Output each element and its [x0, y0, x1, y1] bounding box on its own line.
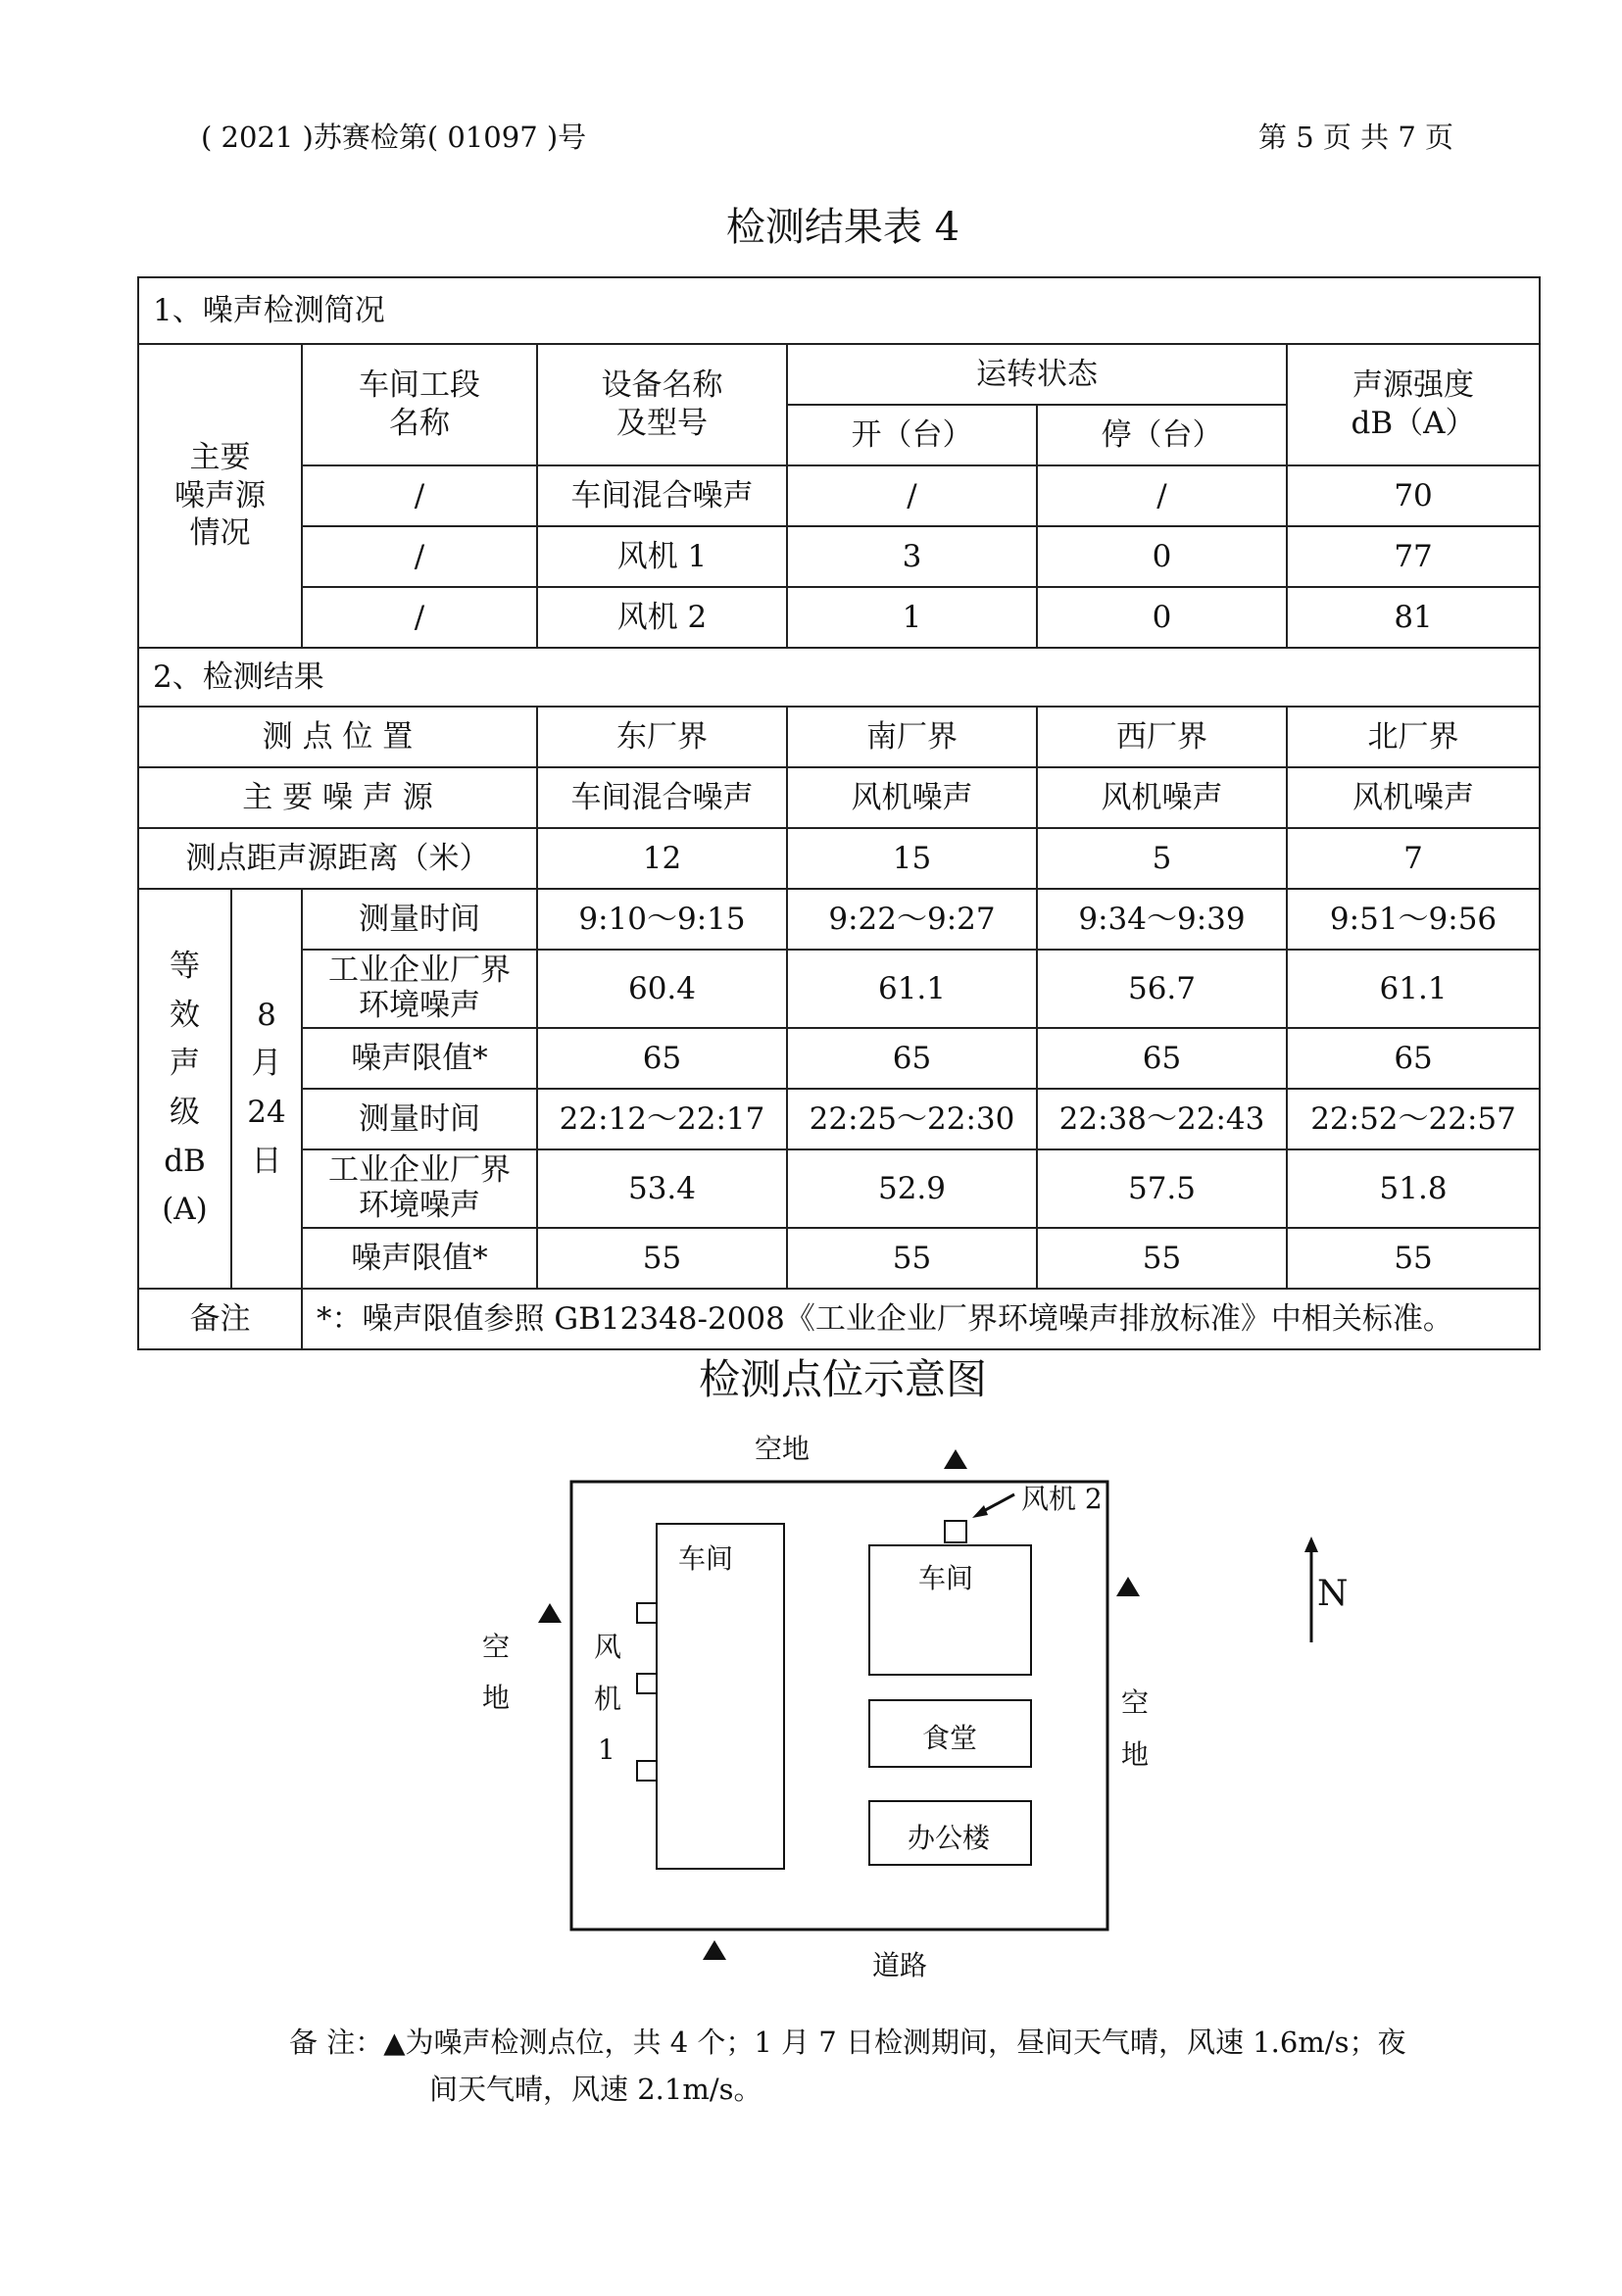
monitor-point-east-icon [1116, 1577, 1140, 1596]
fan1-unit [637, 1603, 657, 1623]
cell-off: 0 [1037, 587, 1287, 648]
fan2-unit [945, 1521, 966, 1542]
cell-equipment: 风机 2 [537, 587, 787, 648]
monitor-point-south-icon [703, 1940, 726, 1960]
day-time-west: 9:34～9:39 [1037, 889, 1287, 950]
label-right-open-land-1: 空 [1121, 1686, 1150, 1719]
fan1-unit [637, 1674, 657, 1693]
cell-off: 0 [1037, 526, 1287, 587]
footnote [289, 2019, 1405, 2113]
cell-workshop: / [302, 526, 537, 587]
day-time-south: 9:22～9:27 [787, 889, 1037, 950]
distance-north: 7 [1287, 828, 1540, 889]
day-noise-east: 60.4 [537, 950, 787, 1028]
position-south: 南厂界 [787, 707, 1037, 767]
workshop-left [657, 1524, 784, 1869]
day-limit-north: 65 [1287, 1028, 1540, 1089]
cell-equipment: 风机 1 [537, 526, 787, 587]
footnote-line1: 备 注：▲为噪声检测点位，共 4 个；1 月 7 日检测期间，昼间天气晴，风速 1.6m/s；夜 [289, 2026, 1406, 2059]
label-fan1-char: 机 [594, 1683, 622, 1715]
label-fan1-char: 1 [598, 1734, 615, 1766]
label-north: N [1317, 1574, 1349, 1614]
cell-on: / [787, 465, 1037, 526]
date-label: 8 月 24 日 [231, 889, 302, 1289]
night-time-west: 22:38～22:43 [1037, 1089, 1287, 1149]
label-road: 道路 [872, 1949, 928, 1981]
night-noise-east: 53.4 [537, 1149, 787, 1228]
label-top-open-land: 空地 [755, 1433, 811, 1465]
position-west: 西厂界 [1037, 707, 1287, 767]
col-workshop: 车间工段 名称 [302, 344, 537, 465]
label-left-open-land-1: 空 [482, 1631, 511, 1663]
distance-east: 12 [537, 828, 787, 889]
distance-south: 15 [787, 828, 1037, 889]
site-boundary [571, 1482, 1107, 1930]
label-noise: 工业企业厂界 环境噪声 [302, 950, 537, 1028]
fan2-arrowhead-icon [972, 1505, 988, 1518]
label-distance: 测点距声源距离（米） [138, 828, 537, 889]
day-limit-east: 65 [537, 1028, 787, 1089]
label-workshop-left: 车间 [678, 1542, 734, 1575]
position-east: 东厂界 [537, 707, 787, 767]
night-limit-east: 55 [537, 1228, 787, 1289]
label-source: 主 要 噪 声 源 [138, 767, 537, 828]
cell-intensity: 70 [1287, 465, 1540, 526]
equivalent-level-label: 等 效 声 级 dB (A) [138, 889, 231, 1289]
monitor-point-west-icon [538, 1603, 562, 1623]
distance-west: 5 [1037, 828, 1287, 889]
remark-label: 备注 [138, 1289, 302, 1349]
day-time-north: 9:51～9:56 [1287, 889, 1540, 950]
day-noise-south: 61.1 [787, 950, 1037, 1028]
day-time-east: 9:10～9:15 [537, 889, 787, 950]
source-north: 风机噪声 [1287, 767, 1540, 828]
label-noise: 工业企业厂界 环境噪声 [302, 1149, 537, 1228]
night-limit-west: 55 [1037, 1228, 1287, 1289]
label-left-open-land-2: 地 [482, 1682, 511, 1714]
col-status: 运转状态 [787, 344, 1287, 405]
cell-on: 1 [787, 587, 1037, 648]
col-equipment: 设备名称 及型号 [537, 344, 787, 465]
label-fan1-char: 风 [594, 1631, 622, 1663]
label-time: 测量时间 [302, 889, 537, 950]
fan1-unit [637, 1761, 657, 1781]
north-arrow-icon [1304, 1537, 1318, 1552]
day-limit-south: 65 [787, 1028, 1037, 1089]
night-limit-north: 55 [1287, 1228, 1540, 1289]
page-title: 检测结果表 4 [725, 205, 960, 250]
cell-equipment: 车间混合噪声 [537, 465, 787, 526]
day-noise-north: 61.1 [1287, 950, 1540, 1028]
night-noise-south: 52.9 [787, 1149, 1037, 1228]
section1-heading: 1、噪声检测简况 [138, 277, 1540, 344]
col-off: 停（台） [1037, 405, 1287, 465]
night-time-north: 22:52～22:57 [1287, 1089, 1540, 1149]
label-fan2: 风机 2 [1021, 1483, 1103, 1515]
footnote-line2: 间天气晴，风速 2.1m/s。 [429, 2073, 762, 2106]
night-noise-north: 51.8 [1287, 1149, 1540, 1228]
position-north: 北厂界 [1287, 707, 1540, 767]
label-canteen: 食堂 [922, 1722, 978, 1754]
label-limit: 噪声限值* [302, 1228, 537, 1289]
section2-heading: 2、检测结果 [138, 648, 1540, 707]
label-time: 测量时间 [302, 1089, 537, 1149]
source-west: 风机噪声 [1037, 767, 1287, 828]
document-number: ( 2021 )苏赛检第( 01097 )号 [201, 121, 587, 154]
day-limit-west: 65 [1037, 1028, 1287, 1089]
source-east: 车间混合噪声 [537, 767, 787, 828]
col-intensity: 声源强度 dB（A） [1287, 344, 1540, 465]
night-time-east: 22:12～22:17 [537, 1089, 787, 1149]
diagram-title: 检测点位示意图 [698, 1355, 987, 1403]
cell-intensity: 81 [1287, 587, 1540, 648]
label-right-open-land-2: 地 [1121, 1738, 1150, 1771]
cell-off: / [1037, 465, 1287, 526]
col-on: 开（台） [787, 405, 1037, 465]
night-limit-south: 55 [787, 1228, 1037, 1289]
night-time-south: 22:25～22:30 [787, 1089, 1037, 1149]
cell-workshop: / [302, 465, 537, 526]
night-noise-west: 57.5 [1037, 1149, 1287, 1228]
label-workshop-right: 车间 [918, 1562, 974, 1594]
noise-source-row-label: 主要 噪声源 情况 [138, 344, 302, 648]
cell-workshop: / [302, 587, 537, 648]
page-indicator: 第 5 页 共 7 页 [1258, 121, 1453, 154]
remark-text: *：噪声限值参照 GB12348-2008《工业企业厂界环境噪声排放标准》中相关标准。 [302, 1289, 1540, 1349]
label-office: 办公楼 [908, 1822, 991, 1854]
label-limit: 噪声限值* [302, 1028, 537, 1089]
cell-intensity: 77 [1287, 526, 1540, 587]
source-south: 风机噪声 [787, 767, 1037, 828]
cell-on: 3 [787, 526, 1037, 587]
day-noise-west: 56.7 [1037, 950, 1287, 1028]
label-position: 测 点 位 置 [138, 707, 537, 767]
monitor-point-north-icon [944, 1449, 967, 1469]
